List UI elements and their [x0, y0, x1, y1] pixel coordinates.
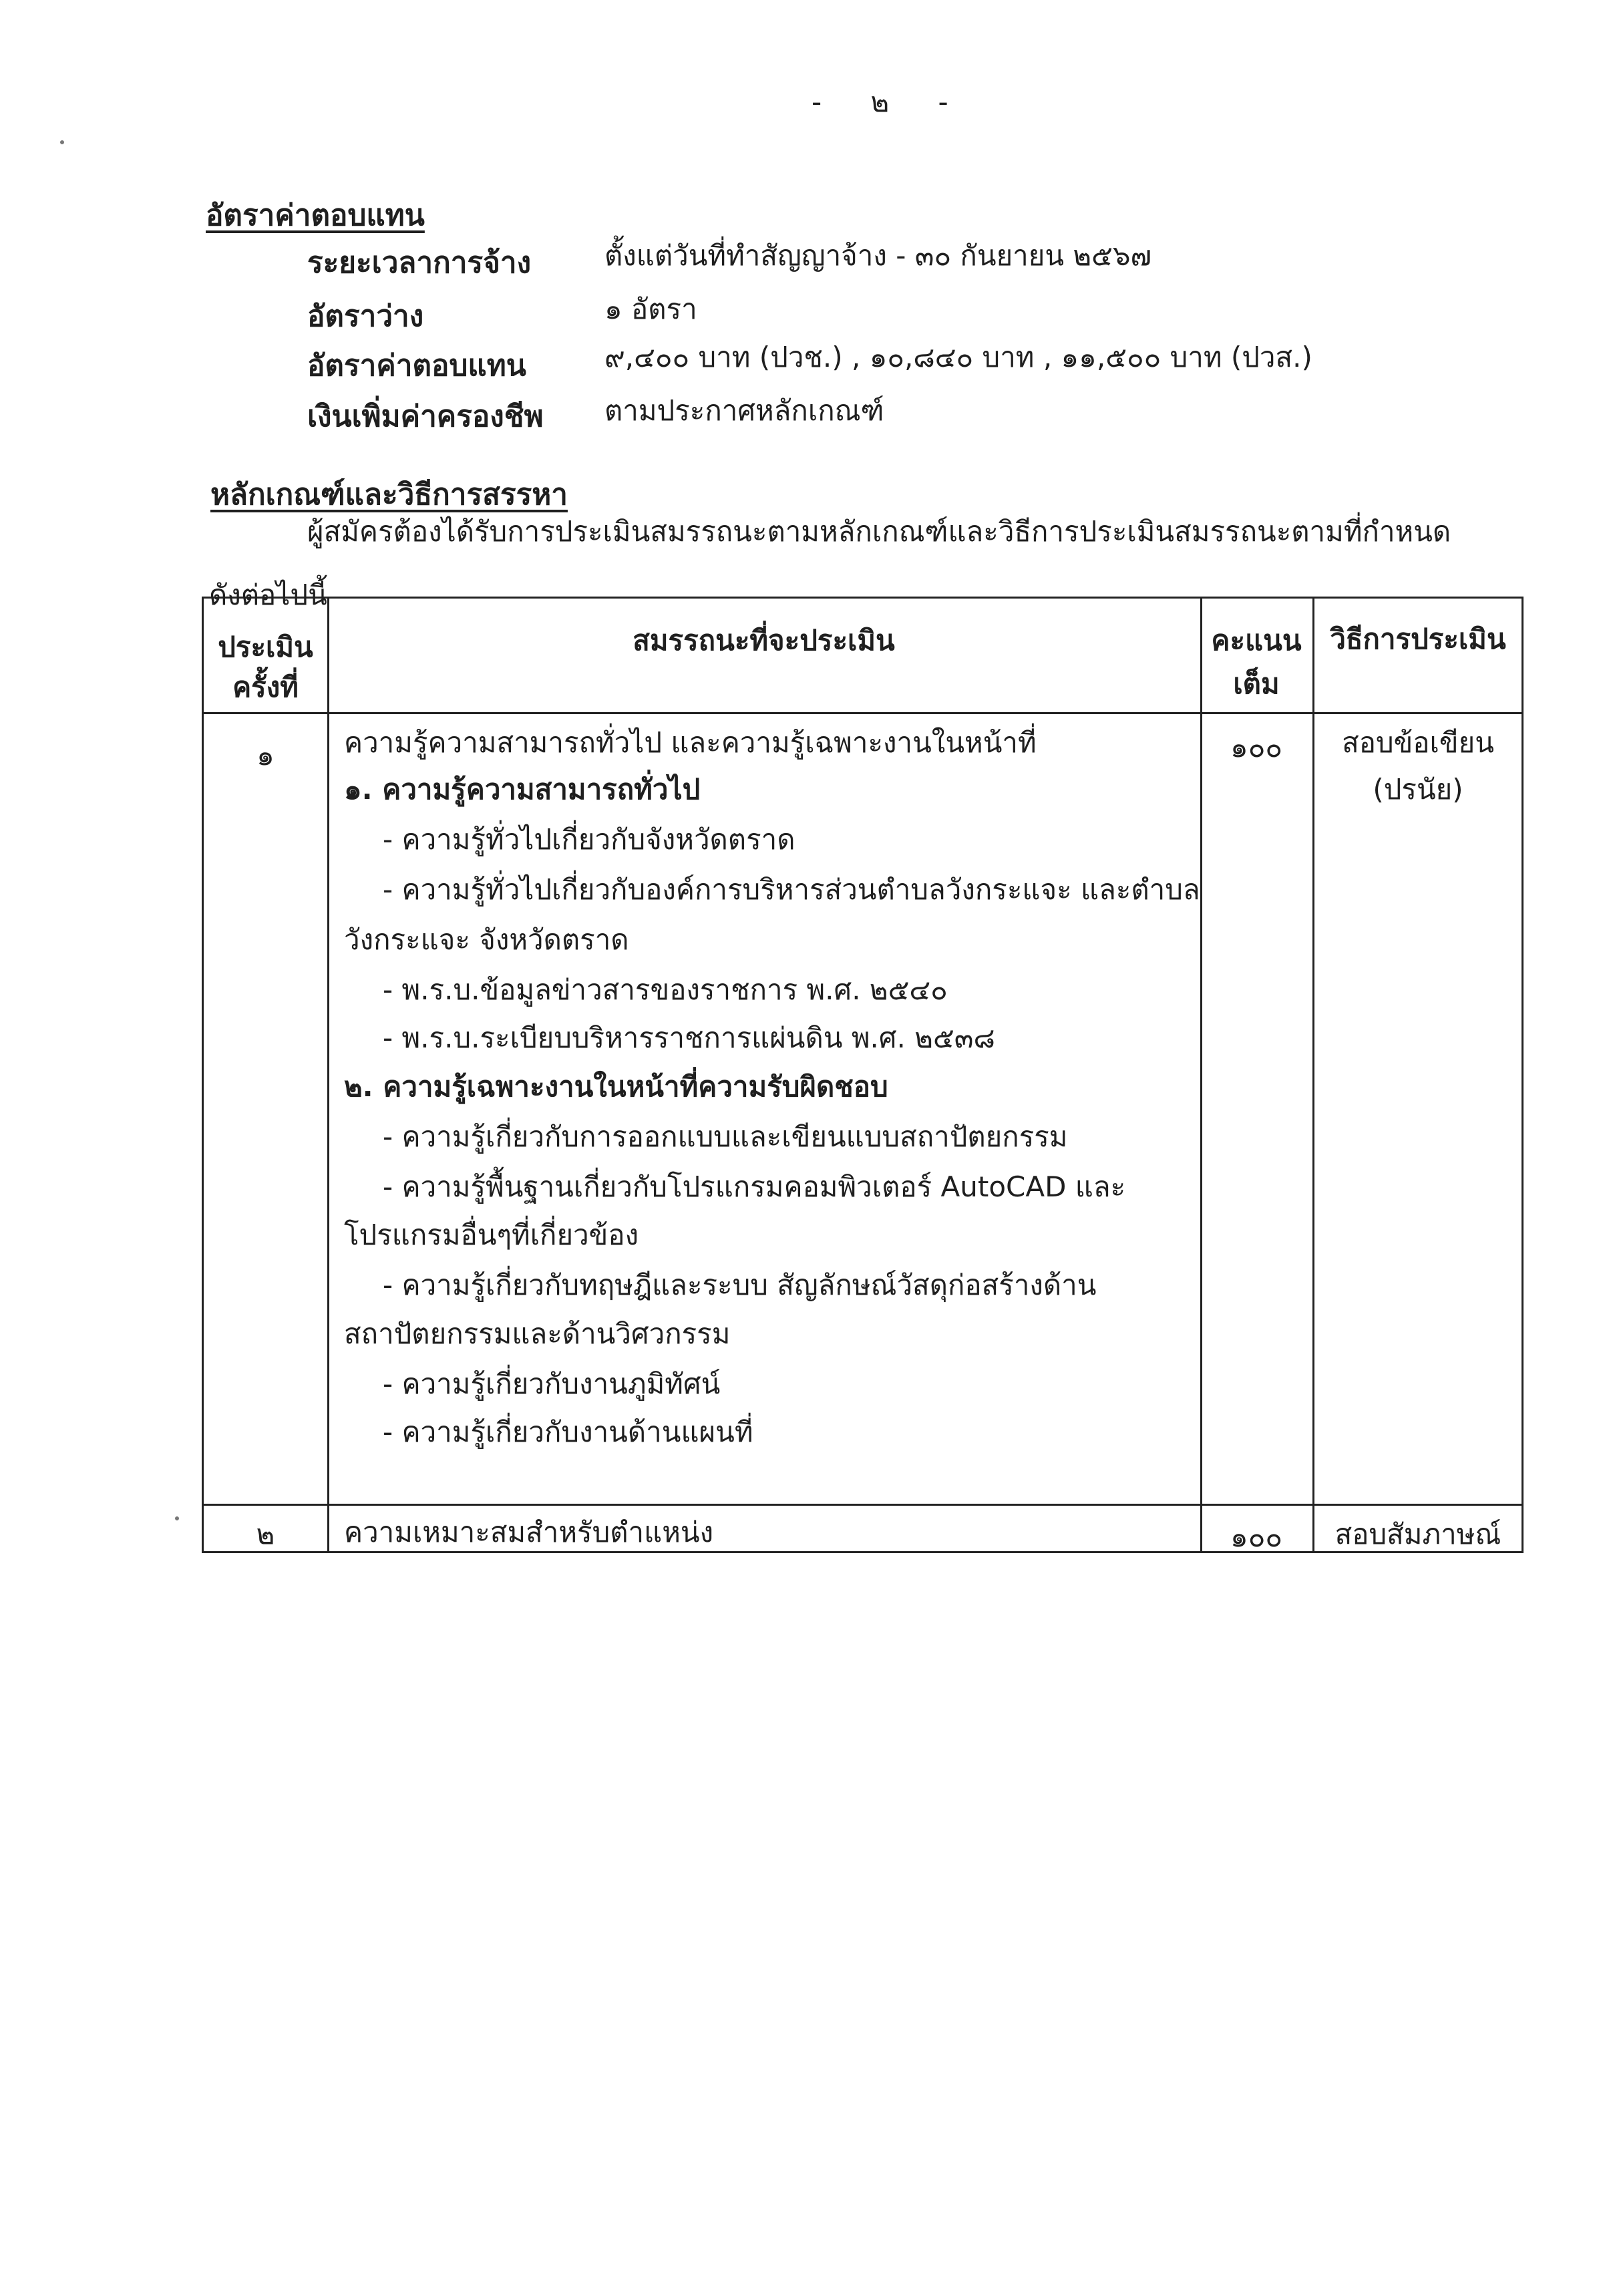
- row1-competency-line: สถาปัตยกรรมและด้านวิศวกรรม: [344, 1317, 731, 1350]
- row2-score: ๑๐๐: [1230, 1520, 1282, 1553]
- row1-score: ๑๐๐: [1230, 731, 1282, 764]
- term-label-allowance: เงินเพิ่มค่าครองชีพ: [307, 399, 544, 434]
- header-method: วิธีการประเมิน: [1330, 623, 1506, 655]
- header-competency: สมรรถนะที่จะประเมิน: [633, 624, 895, 657]
- row1-subheading-specific: ๒. ความรู้เฉพาะงานในหน้าที่ความรับผิดชอบ: [344, 1070, 888, 1103]
- term-value-salary: ๙,๔๐๐ บาท (ปวช.) , ๑๐,๘๔๐ บาท , ๑๑,๕๐๐ บาท (ปวส.): [604, 341, 1312, 373]
- header-round-line2: ครั้งที่: [232, 671, 299, 703]
- row1-competency-line: - ความรู้เกี่ยวกับทฤษฎีและระบบ สัญลักษณ์วัสดุก่อสร้างด้าน: [383, 1269, 1097, 1301]
- row2-round: ๒: [256, 1518, 275, 1550]
- row1-round: ๑: [256, 739, 275, 772]
- term-value-vacancy: ๑ อัตรา: [604, 293, 697, 325]
- term-value-duration: ตั้งแต่วันที่ทำสัญญาจ้าง - ๓๐ กันยายน ๒๕๖๗: [604, 239, 1152, 272]
- row1-subheading-general: ๑. ความรู้ความสามารถทั่วไป: [344, 773, 701, 806]
- scan-speck: [175, 1516, 179, 1520]
- row1-competency-line: - ความรู้เกี่ยวกับการออกแบบและเขียนแบบสถาปัตยกรรม: [383, 1120, 1068, 1153]
- row2-competency-line: ความเหมาะสมสำหรับตำแหน่ง: [344, 1516, 714, 1548]
- row1-competency-line: - พ.ร.บ.ระเบียบบริหารราชการแผ่นดิน พ.ศ. ๒๕๓๘: [383, 1021, 995, 1054]
- row1-competency-line: วังกระแจะ จังหวัดตราด: [344, 923, 629, 956]
- row1-method-line1: สอบข้อเขียน: [1342, 726, 1494, 759]
- header-score-line1: คะแนน: [1211, 624, 1302, 657]
- evaluation-table: [202, 597, 1524, 1553]
- row2-method-line1: สอบสัมภาษณ์: [1334, 1518, 1501, 1550]
- criteria-intro-line2: ดังต่อไปนี้: [209, 579, 327, 611]
- row1-competency-line: - ความรู้พื้นฐานเกี่ยวกับโปรแกรมคอมพิวเตอร์ AutoCAD และ: [383, 1170, 1126, 1203]
- table-header-divider: [204, 712, 1522, 714]
- row1-competency-line: - พ.ร.บ.ข้อมูลข่าวสารของราชการ พ.ศ. ๒๕๔๐: [383, 973, 948, 1006]
- term-label-salary: อัตราค่าตอบแทน: [307, 349, 526, 383]
- row1-competency-line: - ความรู้ทั่วไปเกี่ยวกับจังหวัดตราด: [383, 823, 795, 856]
- row1-competency-line: - ความรู้ทั่วไปเกี่ยวกับองค์การบริหารส่วนตำบลวังกระแจะ และตำบล: [383, 873, 1200, 906]
- criteria-heading: หลักเกณฑ์และวิธีการสรรหา: [210, 478, 568, 512]
- row1-method-line2: (ปรนัย): [1373, 773, 1463, 806]
- compensation-heading: อัตราค่าตอบแทน: [206, 198, 425, 232]
- table-row-divider: [204, 1504, 1522, 1506]
- header-score-line2: เต็ม: [1233, 667, 1280, 700]
- term-value-allowance: ตามประกาศหลักเกณฑ์: [604, 394, 884, 427]
- term-label-duration: ระยะเวลาการจ้าง: [307, 246, 532, 280]
- row1-competency-line: ความรู้ความสามารถทั่วไป และความรู้เฉพาะงานในหน้าที่: [344, 726, 1037, 759]
- criteria-intro-line1: ผู้สมัครต้องได้รับการประเมินสมรรถนะตามหลักเกณฑ์และวิธีการประเมินสมรรถนะตามที่กำหนด: [307, 515, 1451, 548]
- row1-competency-line: - ความรู้เกี่ยวกับงานด้านแผนที่: [383, 1416, 753, 1448]
- row1-competency-line: โปรแกรมอื่นๆที่เกี่ยวข้อง: [344, 1218, 639, 1251]
- page-number: - ๒ -: [812, 86, 968, 118]
- scan-speck: [60, 140, 64, 144]
- row1-competency-line: - ความรู้เกี่ยวกับงานภูมิทัศน์: [383, 1367, 721, 1400]
- header-round-line1: ประเมิน: [218, 631, 313, 663]
- table-column-divider: [327, 599, 329, 1551]
- term-label-vacancy: อัตราว่าง: [307, 299, 424, 333]
